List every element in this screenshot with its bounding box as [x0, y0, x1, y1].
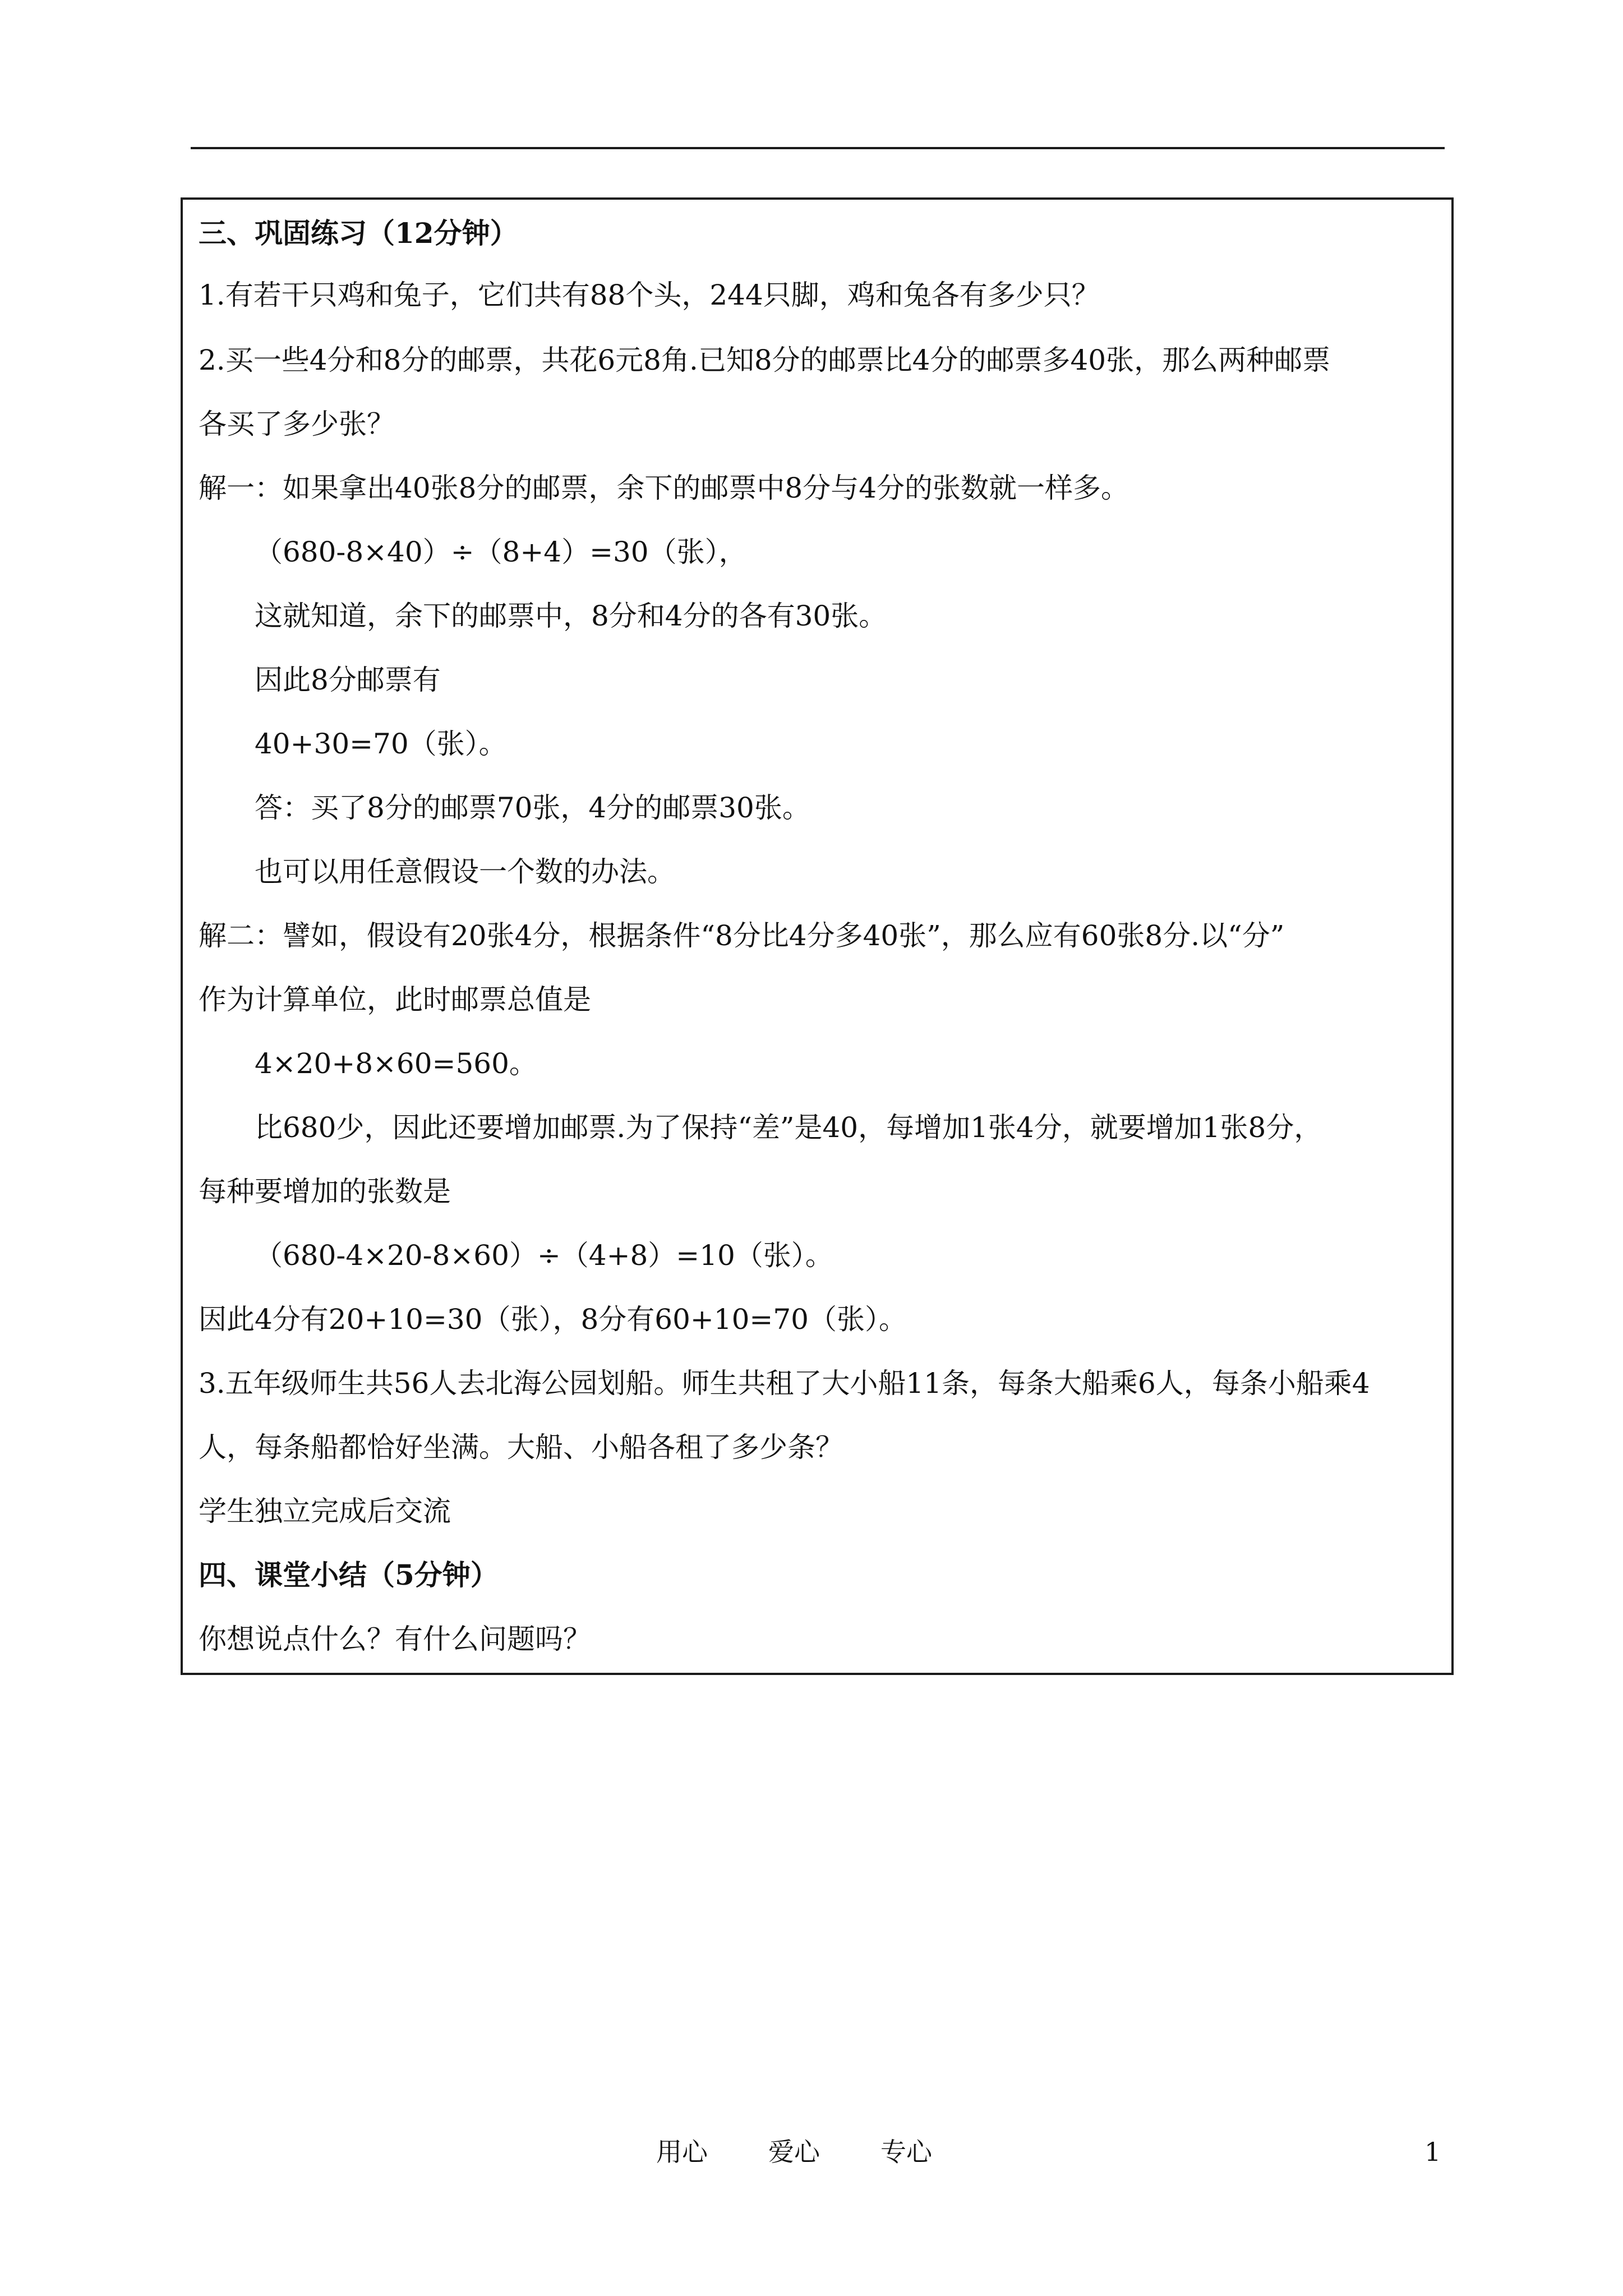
solution-2-line-2: 作为计算单位，此时邮票总值是	[199, 983, 591, 1016]
solution-1-intro: 解一：如果拿出40张8分的邮票，余下的邮票中8分与4分的张数就一样多。	[199, 472, 1129, 504]
solution-1-answer: 答：买了8分的邮票70张，4分的邮票30张。	[255, 792, 810, 824]
footer-word-3: 专心	[880, 2137, 932, 2167]
question-2-line-1: 2.买一些4分和8分的邮票，共花6元8角.已知8分的邮票比4分的邮票多40张，那么两种邮票	[199, 344, 1331, 376]
solution-1-alternative: 也可以用任意假设一个数的办法。	[255, 855, 675, 888]
solution-2-formula: 4×20+8×60=560。	[255, 1047, 537, 1080]
solution-1-note: 这就知道，余下的邮票中，8分和4分的各有30张。	[255, 600, 887, 632]
header-rule	[191, 147, 1445, 149]
solution-2-line-1: 解二：譬如，假设有20张4分，根据条件“8分比4分多40张”，那么应有60张8分.以“分”	[199, 919, 1285, 952]
question-3-instruction: 学生独立完成后交流	[199, 1495, 451, 1527]
question-1: 1.有若干只鸡和兔子，它们共有88个头，244只脚，鸡和兔各有多少只？	[199, 279, 1100, 311]
solution-2-line-4: 每种要增加的张数是	[199, 1175, 451, 1208]
solution-2-line-3: 比680少，因此还要增加邮票.为了保持“差”是40，每增加1张4分，就要增加1张8分，	[255, 1111, 1322, 1144]
solution-2-result: 因此4分有20+10=30（张），8分有60+10=70（张）。	[199, 1303, 907, 1336]
lesson-content-box	[181, 197, 1454, 1675]
page-number: 1	[1424, 2137, 1441, 2167]
question-3-line-1: 3.五年级师生共56人去北海公园划船。师生共租了大小船11条，每条大船乘6人，每条小船乘4	[199, 1367, 1370, 1400]
section3-title: 三、巩固练习（12分钟）	[199, 217, 518, 250]
solution-1-formula: （680-8×40）÷（8+4）=30（张），	[255, 536, 747, 568]
section4-prompt: 你想说点什么？有什么问题吗？	[199, 1623, 591, 1655]
solution-2-formula-2: （680-4×20-8×60）÷（4+8）=10（张）。	[255, 1239, 833, 1272]
section4-title: 四、课堂小结（5分钟）	[199, 1558, 499, 1591]
footer-word-1: 用心	[656, 2137, 708, 2167]
question-3-line-2: 人，每条船都恰好坐满。大船、小船各租了多少条？	[199, 1431, 843, 1464]
footer-word-2: 爱心	[768, 2137, 820, 2167]
solution-1-sum: 40+30=70（张）。	[255, 728, 507, 760]
question-2-line-2: 各买了多少张？	[199, 408, 395, 440]
solution-1-therefore: 因此8分邮票有	[255, 664, 441, 696]
